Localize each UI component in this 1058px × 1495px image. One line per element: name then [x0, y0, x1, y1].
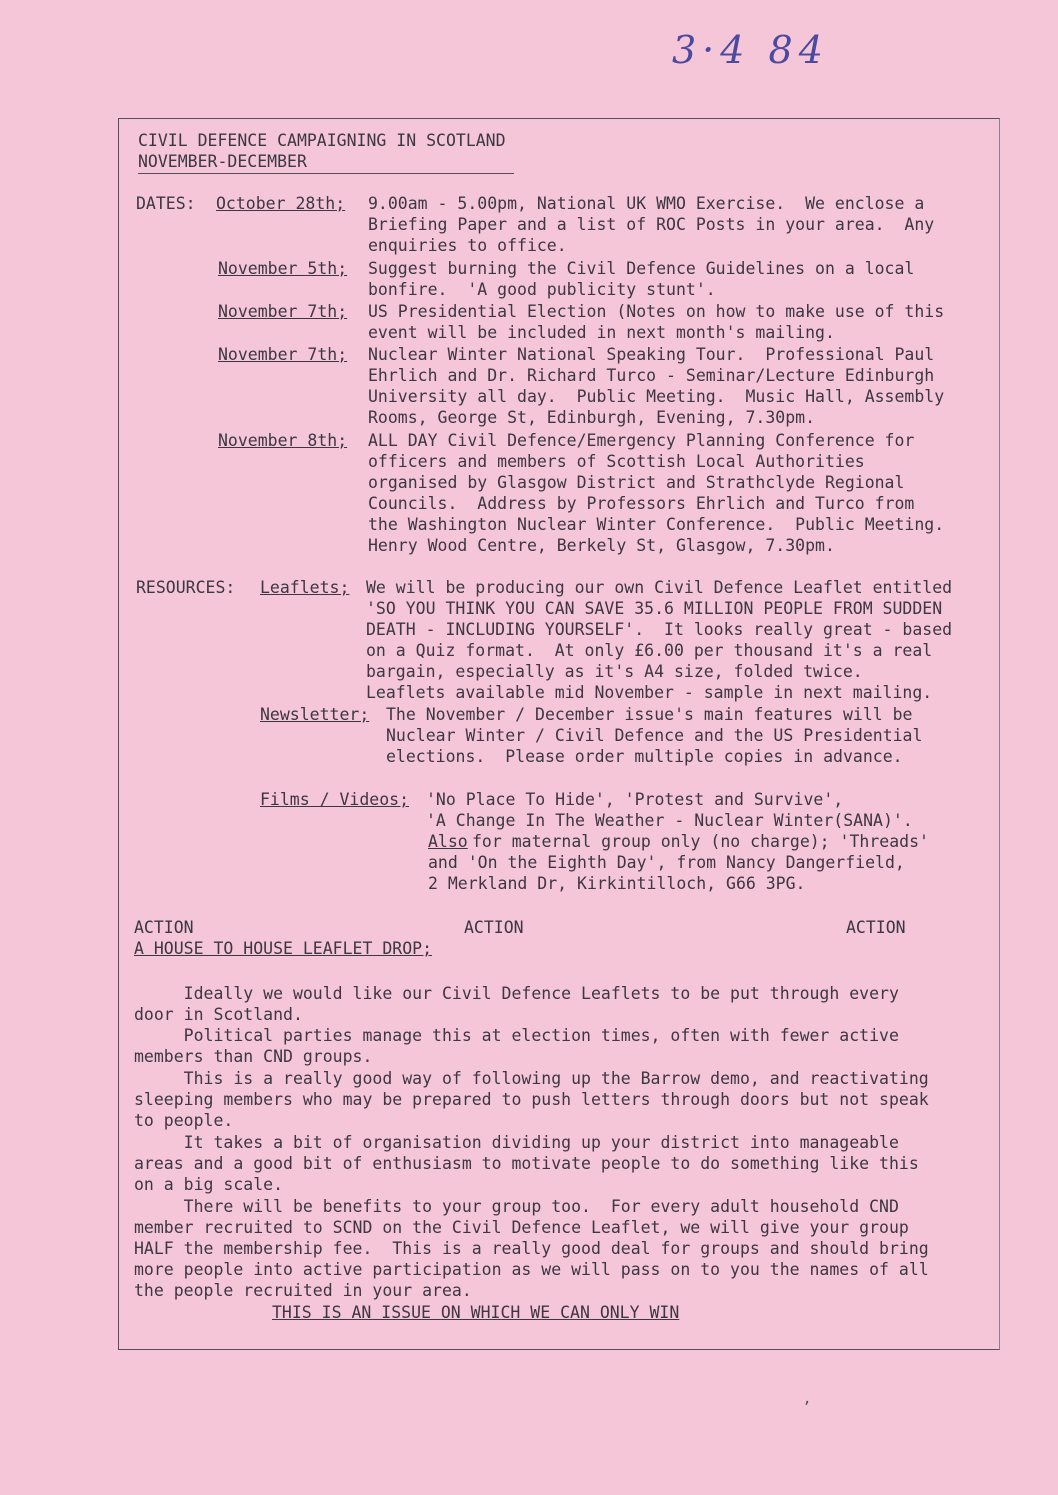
films-videos-label: Films / Videos; — [260, 790, 410, 809]
date-entry-line: Henry Wood Centre, Berkely St, Glasgow, 7.30pm. — [368, 536, 835, 555]
date-entry-line: organised by Glasgow District and Strathclyde Regional — [368, 473, 905, 492]
leaflets-line: DEATH - INCLUDING YOURSELF'. It looks really great - based — [366, 620, 953, 639]
action-paragraph-line: door in Scotland. — [134, 1005, 303, 1024]
leaflets-line: Leaflets available mid November - sample in next mailing. — [366, 683, 933, 702]
heading-title: CIVIL DEFENCE CAMPAIGNING IN SCOTLAND — [138, 131, 506, 150]
action-paragraph-line: sleeping members who may be prepared to push letters through doors but not speak — [134, 1090, 929, 1109]
heading-underline — [138, 173, 514, 174]
action-label-center: ACTION — [464, 918, 524, 937]
action-paragraph-line: on a big scale. — [134, 1175, 284, 1194]
date-entry-line: bonfire. 'A good publicity stunt'. — [368, 280, 716, 299]
films-line: 'No Place To Hide', 'Protest and Survive', — [426, 790, 844, 809]
closing-statement: THIS IS AN ISSUE ON WHICH WE CAN ONLY WIN — [272, 1303, 680, 1322]
action-label-left: ACTION — [134, 918, 194, 937]
date-entry-line: Nuclear Winter National Speaking Tour. Professional Paul — [368, 345, 935, 364]
date-entry-line: US Presidential Election (Notes on how to make use of this — [368, 302, 945, 321]
newsletter-label: Newsletter; — [260, 705, 370, 724]
date-november-8: November 8th; — [218, 431, 348, 450]
date-entry-line: enquiries to office. — [368, 236, 567, 255]
leaflets-line: We will be producing our own Civil Defence Leaflet entitled — [366, 578, 953, 597]
date-november-5: November 5th; — [218, 259, 348, 278]
newsletter-line: elections. Please order multiple copies in advance. — [386, 747, 903, 766]
films-line: 'A Change In The Weather - Nuclear Winter(SANA)'. — [426, 811, 913, 830]
date-november-7: November 7th; — [218, 302, 348, 321]
date-entry-line: Ehrlich and Dr. Richard Turco - Seminar/Lecture Edinburgh — [368, 366, 935, 385]
action-paragraph-line: members than CND groups. — [134, 1047, 373, 1066]
action-paragraph-line: Ideally we would like our Civil Defence Leaflets to be put through every — [134, 984, 899, 1003]
dates-label: DATES: — [136, 194, 196, 213]
date-entry-line: Briefing Paper and a list of ROC Posts in your area. Any — [368, 215, 935, 234]
action-label-right: ACTION — [846, 918, 906, 937]
leaflets-label: Leaflets; — [260, 578, 350, 597]
date-entry-line: ALL DAY Civil Defence/Emergency Planning Conference for — [368, 431, 915, 450]
leaflets-line: bargain, especially as it's A4 size, folded twice. — [366, 662, 863, 681]
action-paragraph-line: areas and a good bit of enthusiasm to motivate people to do something like this — [134, 1154, 919, 1173]
leaflets-line: on a Quiz format. At only £6.00 per thousand it's a real — [366, 641, 933, 660]
action-paragraph-line: It takes a bit of organisation dividing up your district into manageable — [134, 1133, 899, 1152]
date-entry-line: the Washington Nuclear Winter Conference. Public Meeting. — [368, 515, 945, 534]
action-paragraph-line: more people into active participation as we will pass on to you the names of all — [134, 1260, 929, 1279]
date-october-28: October 28th; — [216, 194, 346, 213]
action-paragraph-line: HALF the membership fee. This is a really good deal for groups and should bring — [134, 1239, 929, 1258]
date-entry-line: 9.00am - 5.00pm, National UK WMO Exercise. We enclose a — [368, 194, 925, 213]
action-paragraph-line: Political parties manage this at election times, often with fewer active — [134, 1026, 899, 1045]
films-line: for maternal group only (no charge); 'Threads' — [472, 832, 929, 851]
action-paragraph-line: There will be benefits to your group too. For every adult household CND — [134, 1197, 899, 1216]
newsletter-line: The November / December issue's main features will be — [386, 705, 913, 724]
date-entry-line: officers and members of Scottish Local Authorities — [368, 452, 865, 471]
action-paragraph-line: This is a really good way of following up the Barrow demo, and reactivating — [134, 1069, 929, 1088]
date-entry-line: University all day. Public Meeting. Music Hall, Assembly — [368, 387, 945, 406]
date-entry-line: event will be included in next month's mailing. — [368, 323, 835, 342]
stray-mark: ʼ — [804, 1398, 810, 1419]
action-paragraph-line: to people. — [134, 1111, 234, 1130]
newsletter-line: Nuclear Winter / Civil Defence and the US Presidential — [386, 726, 923, 745]
action-subheading: A HOUSE TO HOUSE LEAFLET DROP; — [134, 939, 433, 958]
films-line: and 'On the Eighth Day', from Nancy Dangerfield, — [428, 853, 905, 872]
date-entry-line: Suggest burning the Civil Defence Guidelines on a local — [368, 259, 915, 278]
date-entry-line: Rooms, George St, Edinburgh, Evening, 7.30pm. — [368, 408, 816, 427]
leaflets-line: 'SO YOU THINK YOU CAN SAVE 35.6 MILLION PEOPLE FROM SUDDEN — [366, 599, 943, 618]
resources-label: RESOURCES: — [136, 578, 236, 597]
handwritten-date-note: 3·4 84 — [672, 28, 829, 72]
action-paragraph-line: the people recruited in your area. — [134, 1281, 472, 1300]
films-also-label: Also — [428, 832, 468, 851]
action-paragraph-line: member recruited to SCND on the Civil Defence Leaflet, we will give your group — [134, 1218, 909, 1237]
films-line: 2 Merkland Dr, Kirkintilloch, G66 3PG. — [428, 874, 806, 893]
date-entry-line: Councils. Address by Professors Ehrlich and Turco from — [368, 494, 915, 513]
date-november-7-tour: November 7th; — [218, 345, 348, 364]
heading-subtitle: NOVEMBER-DECEMBER — [138, 152, 307, 171]
